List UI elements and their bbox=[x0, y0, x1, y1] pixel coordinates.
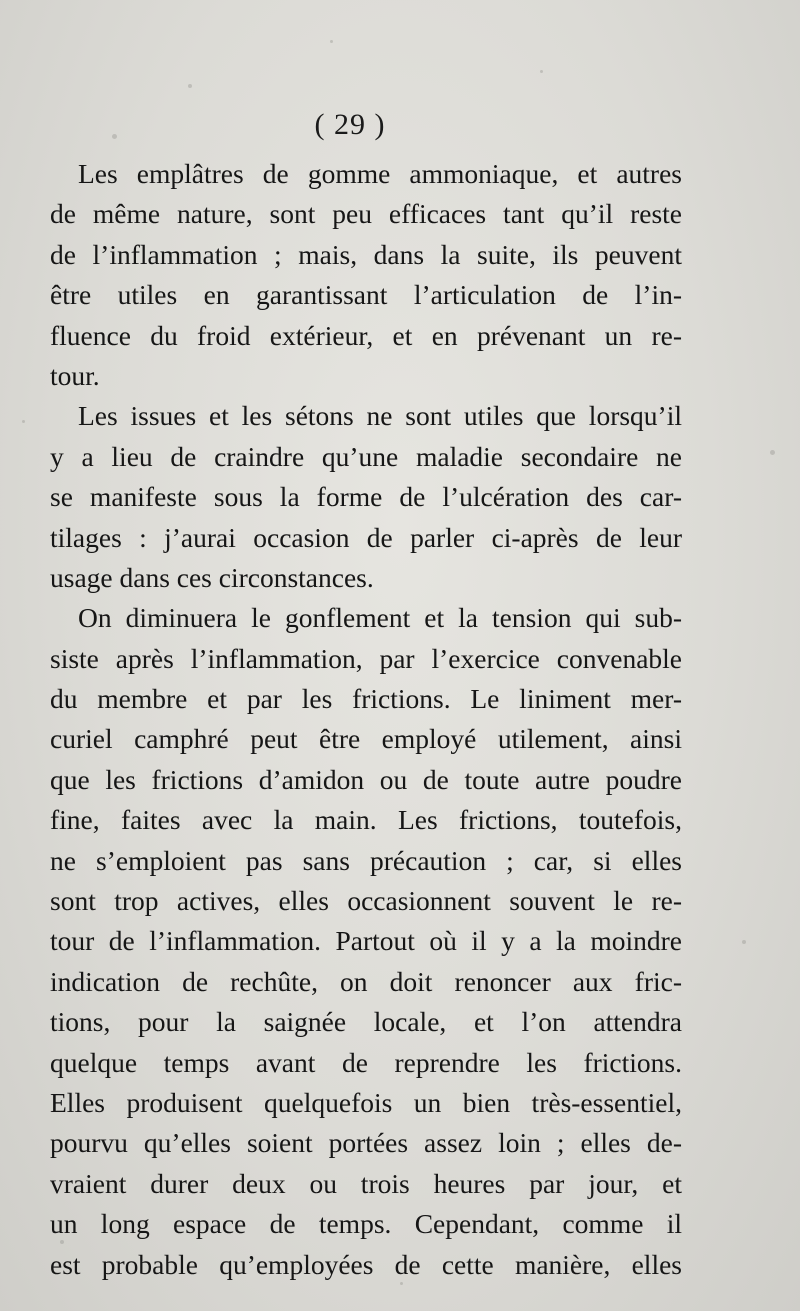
paper-speck bbox=[112, 134, 117, 139]
text-line: tions, pour la saignée locale, et l’on attendra bbox=[50, 1006, 682, 1038]
text-line: Les issues et les sétons ne sont utiles que lorsqu’il bbox=[78, 400, 682, 432]
text-line: du membre et par les frictions. Le liniment mer- bbox=[50, 683, 682, 715]
paper-speck bbox=[188, 84, 192, 88]
text-line: pourvu qu’elles soient portées assez loin ; elles de- bbox=[50, 1127, 682, 1159]
text-line: est probable qu’employées de cette manière, elles bbox=[50, 1248, 682, 1280]
text-line: que les frictions d’amidon ou de toute autre poudre bbox=[50, 763, 682, 795]
text-line: tilages : j’aurai occasion de parler ci-après de leur bbox=[50, 521, 682, 553]
text-line: être utiles en garantissant l’articulation de l’in- bbox=[50, 279, 682, 311]
text-line: siste après l’inflammation, par l’exercice convenable bbox=[50, 642, 682, 674]
text-line: fine, faites avec la main. Les frictions, toutefois, bbox=[50, 804, 682, 836]
paper-speck bbox=[60, 1240, 64, 1244]
text-line: y a lieu de craindre qu’une maladie secondaire ne bbox=[50, 440, 682, 472]
text-line: se manifeste sous la forme de l’ulcération des car- bbox=[50, 481, 682, 513]
text-line: tour. bbox=[50, 359, 100, 391]
text-line: usage dans ces circonstances. bbox=[50, 561, 374, 593]
text-line: de même nature, sont peu efficaces tant qu’il reste bbox=[50, 198, 682, 230]
paper-speck bbox=[742, 940, 746, 944]
text-line: Elles produisent quelquefois un bien très-essentiel, bbox=[50, 1086, 682, 1118]
paper-speck bbox=[770, 450, 775, 455]
text-line: tour de l’inflammation. Partout où il y a la moindre bbox=[50, 925, 682, 957]
text-line: Les emplâtres de gomme ammoniaque, et autres bbox=[78, 158, 682, 189]
text-line: fluence du froid extérieur, et en prévenant un re- bbox=[50, 319, 682, 351]
text-line: de l’inflammation ; mais, dans la suite, ils peuvent bbox=[50, 238, 682, 270]
text-line: indication de rechûte, on doit renoncer aux fric- bbox=[50, 965, 682, 997]
paper-speck bbox=[22, 420, 25, 423]
text-line: curiel camphré peut être employé utilement, ainsi bbox=[50, 723, 682, 755]
text-line: On diminuera le gonflement et la tension qui sub- bbox=[78, 602, 682, 634]
text-line: vraient durer deux ou trois heures par jour, et bbox=[50, 1167, 682, 1199]
paper-speck bbox=[400, 1282, 403, 1285]
paper-speck bbox=[330, 40, 333, 43]
paper-speck bbox=[540, 70, 543, 73]
text-line: sont trop actives, elles occasionnent souvent le re- bbox=[50, 885, 682, 917]
text-line: ne s’emploient pas sans précaution ; car, si elles bbox=[50, 844, 682, 876]
text-line: quelque temps avant de reprendre les frictions. bbox=[50, 1046, 682, 1078]
text-line: un long espace de temps. Cependant, comme il bbox=[50, 1208, 682, 1240]
page-number: ( 29 ) bbox=[314, 108, 386, 141]
page-text bbox=[50, 154, 682, 1285]
